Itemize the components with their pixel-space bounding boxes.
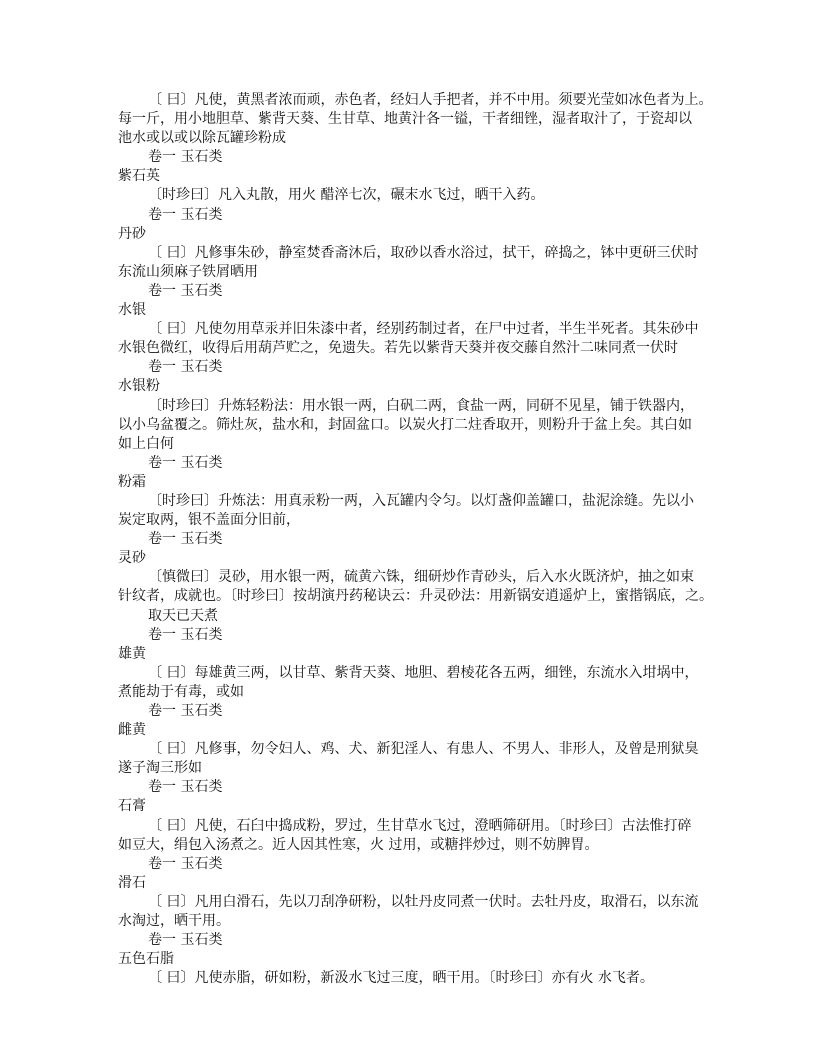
category-heading: 卷一 玉石类 [148,282,223,299]
category-heading: 卷一 玉石类 [148,149,223,166]
body-text-line: 遂子淘三形如 [118,760,202,777]
entry-title: 滑石 [118,874,146,891]
body-text-line: 每一斤，用小地胆草、紫背天葵、生甘草、地黄汁各一镒，干者细锉，湿者取汁了，于瓷却以 [118,111,692,128]
category-heading: 卷一 玉石类 [148,932,223,949]
entry-title: 紫石英 [118,168,160,185]
body-text-line: 〔 曰〕凡使勿用草汞并旧朱漆中者，经别药制过者，在尸中过者，半生半死者。其朱砂中 [148,321,699,338]
category-heading: 卷一 玉石类 [148,206,223,223]
body-text-line: 〔 曰〕凡使，黄黑者浓而顽，赤色者，经妇人手把者，并不中用。须要光莹如冰色者为上。 [148,92,713,108]
entry-title: 灵砂 [118,550,146,567]
category-heading: 卷一 玉石类 [148,531,223,548]
body-text-line: 〔 曰〕凡使，石臼中捣成粉，罗过，生甘草水飞过，澄晒筛研用。〔时珍曰〕古法惟打碎 [148,817,692,834]
entry-title: 雌黄 [118,722,146,739]
entry-title: 水银 [118,302,146,319]
category-heading: 卷一 玉石类 [148,454,223,471]
entry-title: 石膏 [118,798,146,815]
body-text-line: 如上白何 [118,435,174,452]
body-text-line: 池水或以或以除瓦罐珍粉成 [118,130,286,147]
entry-title: 粉霜 [118,473,146,490]
body-text-line: 〔 曰〕凡使赤脂，研如粉，新汲水飞过三度，晒干用。〔时珍曰〕亦有火 水飞者。 [148,970,654,987]
body-text-line: 以小乌盆覆之。筛灶灰，盐水和，封固盆口。以炭火打二炷香取开，则粉升于盆上矣。其白如 [118,416,692,433]
category-heading: 卷一 玉石类 [148,855,223,872]
body-text-line: 〔时珍曰〕升炼法：用真汞粉一两，入瓦罐内令匀。以灯盏仰盖罐口，盐泥涂缝。先以小 [148,492,694,509]
category-heading: 卷一 玉石类 [148,703,223,719]
category-heading: 卷一 玉石类 [148,359,223,376]
entry-title: 五色石脂 [118,951,174,968]
body-text-line: 水银色微红，收得后用葫芦贮之，免遗失。若先以紫背天葵并夜交藤自然汁二味同煮一伏时 [118,340,678,357]
body-text-line: 〔时珍曰〕升炼轻粉法：用水银一两，白矾二两，食盐一两，同研不见星，铺于铁器内， [148,397,694,414]
body-text-line: 如豆大，绢包入汤煮之。近人因其性寒，火 过用，或糖拌炒过，则不妨脾胃。 [118,836,599,853]
entry-title: 丹砂 [118,225,146,242]
body-text-line: 〔时珍曰〕凡入丸散，用火 醋淬七次，碾末水飞过，晒干入药。 [148,187,545,204]
category-heading: 卷一 玉石类 [148,779,223,796]
body-text-line: 〔 曰〕每雄黄三两，以甘草、紫背天葵、地胆、碧棱花各五两，细锉，东流水入坩埚中， [148,664,699,681]
entry-title: 雄黄 [118,645,146,662]
body-text-line: 炭定取两，银不盖面分旧前， [118,512,300,529]
body-text-line: 取天已天煮 [148,607,218,624]
body-text-line: 〔 曰〕凡修事，勿令妇人、鸡、犬、新犯淫人、有患人、不男人、非形人，及曾是刑狱臭 [148,741,699,758]
body-text-line: 〔 曰〕凡修事朱砂，静室焚香斋沐后，取砂以香水浴过，拭干，碎捣之，钵中更研三伏时 [148,244,699,261]
category-heading: 卷一 玉石类 [148,626,223,643]
body-text-line: 针纹者，成就也。〔时珍曰〕按胡演丹药秘诀云：升灵砂法：用新锅安逍遥炉上，蜜揩锅底，之。 [118,588,713,605]
body-text-line: 水淘过，晒干用。 [118,913,230,930]
body-text-line: 东流山须麻子铁屑晒用 [118,263,258,280]
body-text-line: 〔慎微曰〕灵砂，用水银一两，硫黄六铢，细研炒作青砂头，后入水火既济炉，抽之如束 [148,569,694,586]
entry-title: 水银粉 [118,378,160,395]
body-text-line: 煮能劫于有毒，或如 [118,683,244,700]
body-text-line: 〔 曰〕凡用白滑石，先以刀刮净研粉，以牡丹皮同煮一伏时。去牡丹皮，取滑石，以东流 [148,893,699,910]
document-page [118,91,713,988]
